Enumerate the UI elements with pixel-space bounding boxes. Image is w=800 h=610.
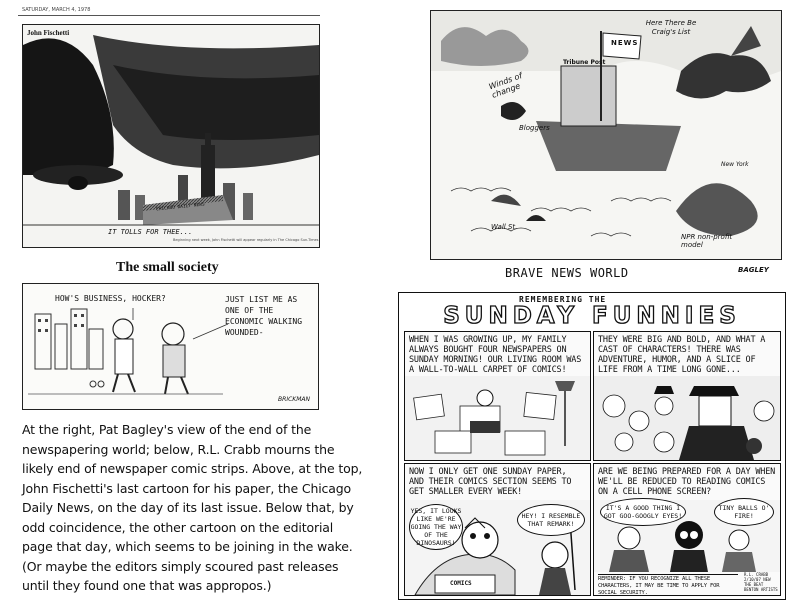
panel-2-art: [594, 376, 780, 460]
label-sail: NEWS: [611, 39, 639, 47]
panel-4-bubble-goo-googly: IT'S A GOOD THING I GOT GOO-GOOGLY EYES!: [600, 498, 686, 526]
small-society-speech-left: HOW'S BUSINESS, HOCKER?: [55, 294, 166, 303]
brave-news-world-art: [431, 11, 781, 259]
banner-main-text: SUNDAY FUNNIES: [443, 303, 741, 329]
fischetti-cartoon: [22, 24, 320, 248]
sunday-funnies-strip: [398, 292, 786, 600]
panel-3-comics-paper: COMICS: [450, 580, 472, 587]
fischetti-building-sign: CHICAGO DAILY NEWS: [155, 202, 205, 213]
panel-3-bubble-resemble: HEY! I RESEMBLE THAT REMARK!: [517, 504, 585, 536]
label-new-york: New York: [721, 161, 749, 168]
header-date: SATURDAY, MARCH 4, 1978: [22, 7, 91, 13]
label-wall-street: Wall St.: [491, 223, 518, 231]
sunday-funnies-banner: [399, 293, 785, 329]
fischetti-footnote: Beginning next week, John Fischetti will appear regularly in The Chicago Sun-Times: [173, 238, 319, 242]
label-craigslist: Here There Be Craig's List: [645, 19, 697, 36]
small-society-speech-right: JUST LIST ME AS ONE OF THE ECONOMIC WALKING WOUNDED-: [225, 295, 303, 337]
header-rule: [18, 15, 320, 16]
brave-news-world-cartoon: [430, 10, 782, 260]
small-society-title: The small society: [116, 260, 219, 275]
panel-4-footer: REMINDER: IF YOU RECOGNIZE ALL THESE CHARACTERS, IT MAY BE TIME TO APPLY FOR SOCIAL SECURITY.: [598, 574, 738, 596]
fischetti-cartoon-art: [23, 25, 319, 247]
label-ship: Tribune Post: [563, 59, 606, 66]
label-nonprofit: NPR non-profit model: [681, 233, 733, 249]
panel-4-caption: ARE WE BEING PREPARED FOR A DAY WHEN WE'LL BE REDUCED TO READING COMICS ON A CELL PHONE SCREEN?: [598, 467, 776, 497]
panel-1-art: [405, 376, 590, 460]
comic-panel-4: [593, 463, 781, 596]
small-society-cartoon: [22, 283, 319, 410]
comic-panel-1: [404, 331, 591, 461]
label-bloggers: Bloggers: [519, 124, 550, 132]
fischetti-caption: IT TOLLS FOR THEE...: [108, 228, 193, 236]
panel-4-bubble-tiny-balls: TINY BALLS O' FIRE!: [714, 498, 774, 526]
panel-4-signature: R.L. CRABB 2/10/07 NEW THE BEAT BENTON ARTISTS: [744, 572, 778, 592]
label-winds-of-change: Winds of change: [487, 71, 524, 100]
small-society-signature: BRICKMAN: [278, 396, 310, 403]
commentary-text: At the right, Pat Bagley's view of the end of the newspapering world; below, R.L. Crabb mourns the likely end of newspaper comic strips. Above, at the top, John Fischetti's last cartoon for his paper, the Chicago Daily News, on the day of its last issue. Below that, by odd coincidence, the other cartoon on the editorial page that day, which seems to be joining in the wake. (Or maybe the editors simply scoured past releases until they found one that was appropos.): [22, 422, 363, 593]
panel-2-caption: THEY WERE BIG AND BOLD, AND WHAT A CAST OF CHARACTERS! THERE WAS ADVENTURE, HUMOR, AND A SLICE OF LIFE FROM A TIME LONG GONE...: [598, 335, 766, 375]
comic-panel-3: [404, 463, 591, 596]
panel-1-caption: WHEN I WAS GROWING UP, MY FAMILY ALWAYS BOUGHT FOUR NEWSPAPERS ON SUNDAY MORNING! OUR LIVING ROOM WAS A WALL-TO-WALL CARPET OF COMICS!: [409, 335, 582, 375]
fischetti-artist-label: John Fischetti: [27, 29, 70, 37]
banner-top-text: REMEMBERING THE: [519, 295, 607, 304]
bagley-signature: BAGLEY: [738, 266, 769, 274]
panel-3-caption: NOW I ONLY GET ONE SUNDAY PAPER, AND THEIR COMICS SECTION SEEMS TO GET SMALLER EVERY WEEK!: [409, 467, 572, 497]
brave-news-world-title: BRAVE NEWS WORLD: [505, 266, 629, 280]
panel-3-bubble-dinosaurs: YES, IT LOOKS LIKE WE'RE GOING THE WAY OF THE DINOSAURS!: [409, 504, 463, 550]
comic-panel-2: [593, 331, 781, 461]
